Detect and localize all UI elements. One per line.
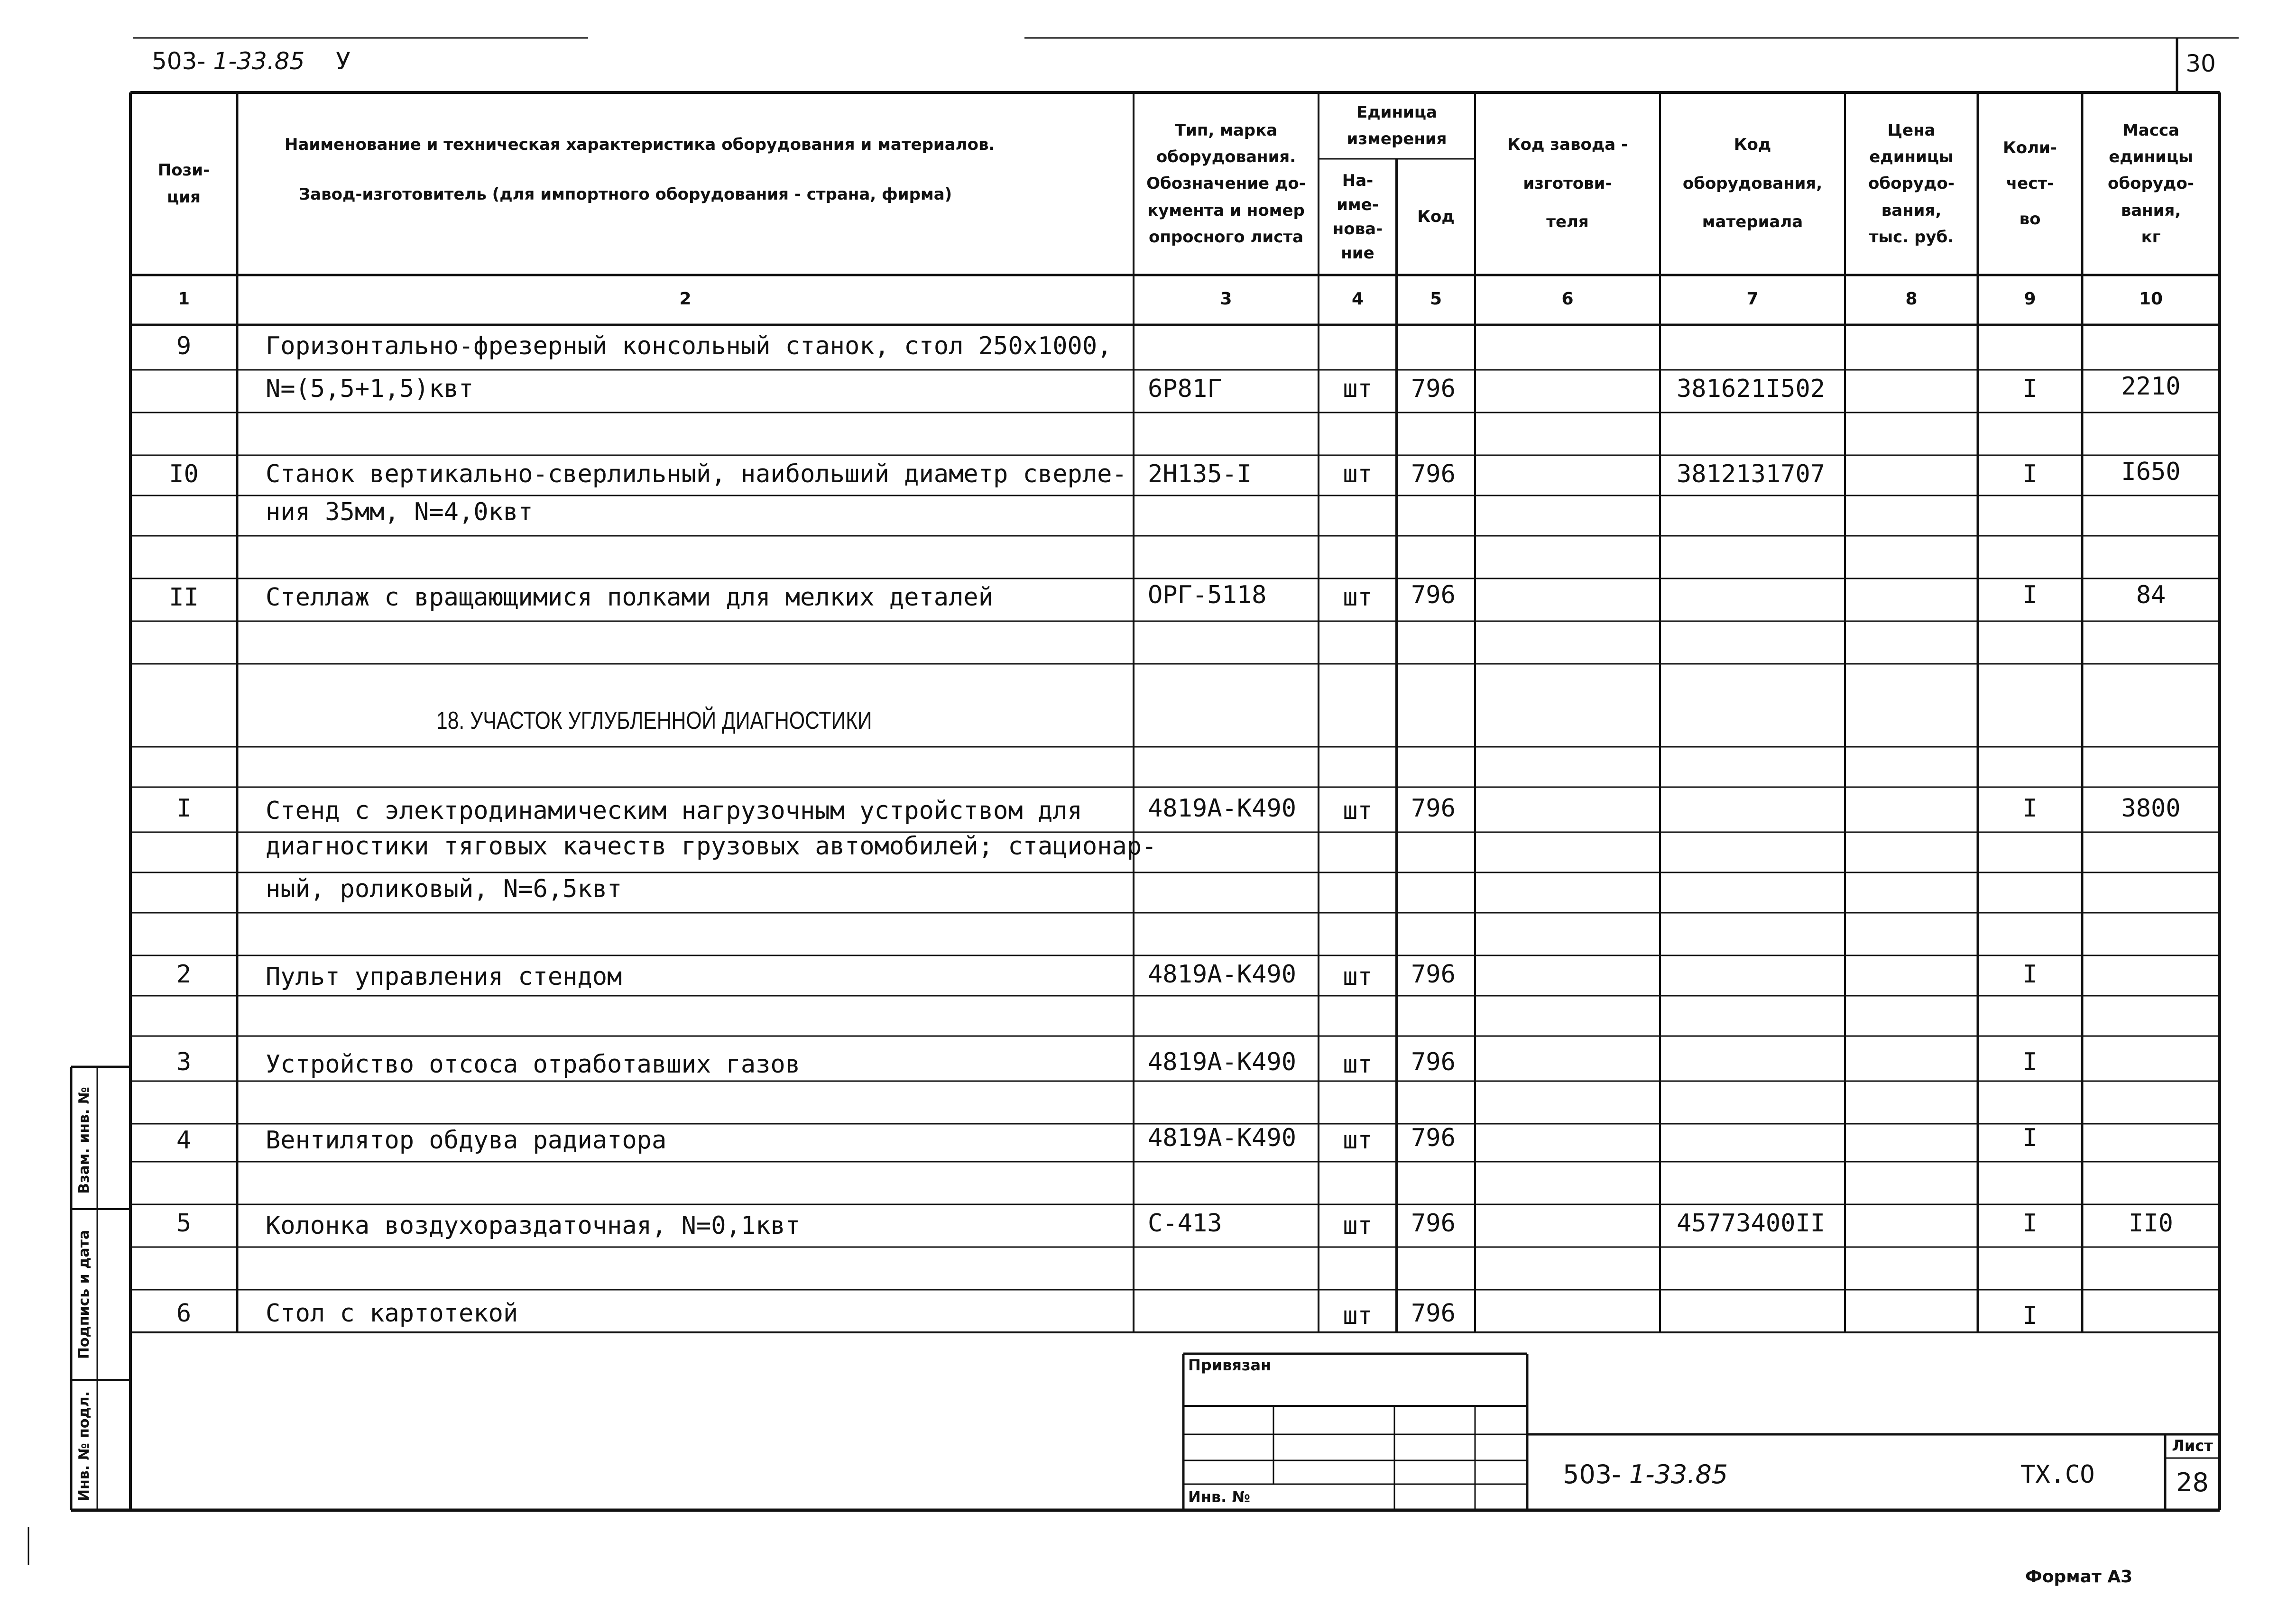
row-position: I0 [169, 460, 199, 488]
row-position: 9 [176, 332, 192, 360]
row-unit: шт [1343, 1126, 1373, 1155]
title-doc-code [1563, 1459, 1728, 1489]
title-doc-code-handwritten: 1-33.85 [1629, 1459, 1728, 1489]
row-unit-code: 796 [1411, 375, 1456, 403]
row-type: 4819А-К490 [1148, 1124, 1297, 1152]
sheet-code-suffix: У [336, 47, 350, 75]
row-unit-code: 796 [1411, 460, 1456, 488]
header-equipment-code: Код оборудования, материала [1682, 135, 1823, 232]
col-number: 3 [1220, 289, 1232, 309]
row-mass: 3800 [2121, 794, 2181, 823]
row-position: 4 [176, 1126, 192, 1155]
row-mass: 2210 [2121, 372, 2181, 401]
sheet-code-prefix: 503- [152, 47, 206, 75]
col-number: 2 [679, 289, 692, 309]
col-number: 7 [1746, 289, 1759, 309]
row-unit: шт [1343, 963, 1373, 991]
row-unit-code: 796 [1411, 960, 1456, 989]
row-type: 4819А-К490 [1148, 1048, 1297, 1076]
row-name: Вентилятор обдува радиатора [266, 1126, 667, 1155]
row-name: Горизонтально-фрезерный консольный станок, стол 250х1000, [266, 332, 1112, 360]
header-factory-code: Код завода - изготови- теля [1507, 135, 1628, 232]
header-name-line1: Наименование и техническая характеристика оборудования и материалов. [285, 135, 995, 154]
side-label-inv-podl: Инв. № подл. [76, 1391, 92, 1502]
row-name: диагностики тяговых качеств грузовых автомобилей; стационар- [266, 832, 1157, 861]
header-unit-group: Единица измерения [1347, 102, 1447, 148]
sheet-code-handwritten: 1-33.85 [213, 47, 305, 75]
row-position: 2 [176, 960, 192, 989]
row-unit: шт [1343, 375, 1373, 403]
format-label: Формат А3 [2025, 1567, 2133, 1587]
row-type: 4819А-К490 [1148, 960, 1297, 989]
row-name: Стеллаж с вращающимися полками для мелких деталей [266, 583, 994, 612]
row-name: Станок вертикально-сверлильный, наибольший диаметр сверле- [266, 460, 1127, 488]
row-unit: шт [1343, 460, 1373, 488]
col-number: 4 [1351, 289, 1364, 309]
row-name: N=(5,5+1,5)квт [266, 375, 474, 403]
title-doc-code-prefix: 503- [1563, 1459, 1621, 1489]
header-unit-name: На- име- нова- ние [1332, 171, 1383, 263]
row-type: ОРГ-5118 [1148, 581, 1267, 609]
row-unit: шт [1343, 1211, 1373, 1240]
row-quantity: I [2022, 1048, 2038, 1076]
col-number: 9 [2024, 289, 2036, 309]
header-type: Тип, марка оборудования. Обозначение до- кумента и номер опросного листа [1146, 121, 1306, 247]
header-unit-code: Код [1417, 207, 1455, 227]
row-unit: шт [1343, 583, 1373, 612]
col-number: 10 [2139, 289, 2163, 309]
row-position: 5 [176, 1209, 192, 1238]
header-position: Пози- ция [157, 161, 210, 207]
row-unit-code: 796 [1411, 1209, 1456, 1238]
row-quantity: I [2022, 375, 2038, 403]
row-type: С-413 [1148, 1209, 1222, 1238]
row-mass: 84 [2136, 581, 2166, 609]
row-position: II [169, 583, 199, 612]
row-unit: шт [1343, 1050, 1373, 1079]
row-quantity: I [2022, 1302, 2038, 1330]
title-privyazan: Привязан [1188, 1356, 1272, 1374]
row-type: 6Р81Г [1148, 375, 1222, 403]
row-position: 3 [176, 1048, 192, 1076]
section-heading: 18. УЧАСТОК УГЛУБЛЕННОЙ ДИАГНОСТИКИ [436, 707, 872, 734]
row-name: ный, роликовый, N=6,5квт [266, 875, 622, 903]
row-quantity: I [2022, 581, 2038, 609]
side-label-podpis: Подпись и дата [76, 1229, 92, 1359]
row-unit-code: 796 [1411, 1124, 1456, 1152]
row-name: Пульт управления стендом [266, 963, 622, 991]
row-unit: шт [1343, 797, 1373, 825]
header-mass: Масса единицы оборудо- вания, кг [2108, 121, 2194, 247]
row-unit-code: 796 [1411, 581, 1456, 609]
title-sheet-label: Лист [2172, 1437, 2213, 1455]
row-position: I [176, 794, 192, 823]
col-number: 6 [1561, 289, 1574, 309]
row-unit-code: 796 [1411, 1299, 1456, 1328]
row-quantity: I [2022, 960, 2038, 989]
col-number: 1 [177, 289, 190, 309]
row-quantity: I [2022, 1209, 2038, 1238]
title-sheet-number: 28 [2176, 1468, 2209, 1497]
col-number: 5 [1430, 289, 1442, 309]
row-name: ния 35мм, N=4,0квт [266, 498, 533, 526]
row-name: Устройство отсоса отработавших газов [266, 1050, 801, 1079]
row-type: 2H135-I [1148, 460, 1252, 488]
row-name: Стол с картотекой [266, 1299, 518, 1328]
row-unit: шт [1343, 1302, 1373, 1330]
header-name-line2: Завод-изготовитель (для импортного оборудования - страна, фирма) [299, 185, 952, 204]
row-quantity: I [2022, 1124, 2038, 1152]
row-unit-code: 796 [1411, 794, 1456, 823]
row-name: Стенд с электродинамическим нагрузочным устройством для [266, 797, 1082, 825]
row-mass: II0 [2129, 1209, 2173, 1238]
sheet-code [152, 47, 350, 75]
row-quantity: I [2022, 460, 2038, 488]
title-inv-no: Инв. № [1188, 1488, 1250, 1506]
row-mass: I650 [2121, 458, 2181, 486]
row-equipment-code: 3812131707 [1677, 460, 1826, 488]
header-price: Цена единицы оборудо- вания, тыс. руб. [1868, 121, 1955, 247]
row-type: 4819А-К490 [1148, 794, 1297, 823]
row-quantity: I [2022, 794, 2038, 823]
row-equipment-code: 45773400II [1677, 1209, 1826, 1238]
title-mark: ТХ.СО [2020, 1460, 2095, 1489]
header-quantity: Коли- чест- во [2003, 138, 2057, 229]
row-name: Колонка воздухораздаточная, N=0,1квт [266, 1211, 801, 1240]
col-number: 8 [1905, 289, 1918, 309]
row-unit-code: 796 [1411, 1048, 1456, 1076]
row-position: 6 [176, 1299, 192, 1328]
row-equipment-code: 381621I502 [1677, 375, 1826, 403]
side-label-vzam: Взам. инв. № [76, 1087, 92, 1194]
page-number: 30 [2186, 50, 2216, 77]
